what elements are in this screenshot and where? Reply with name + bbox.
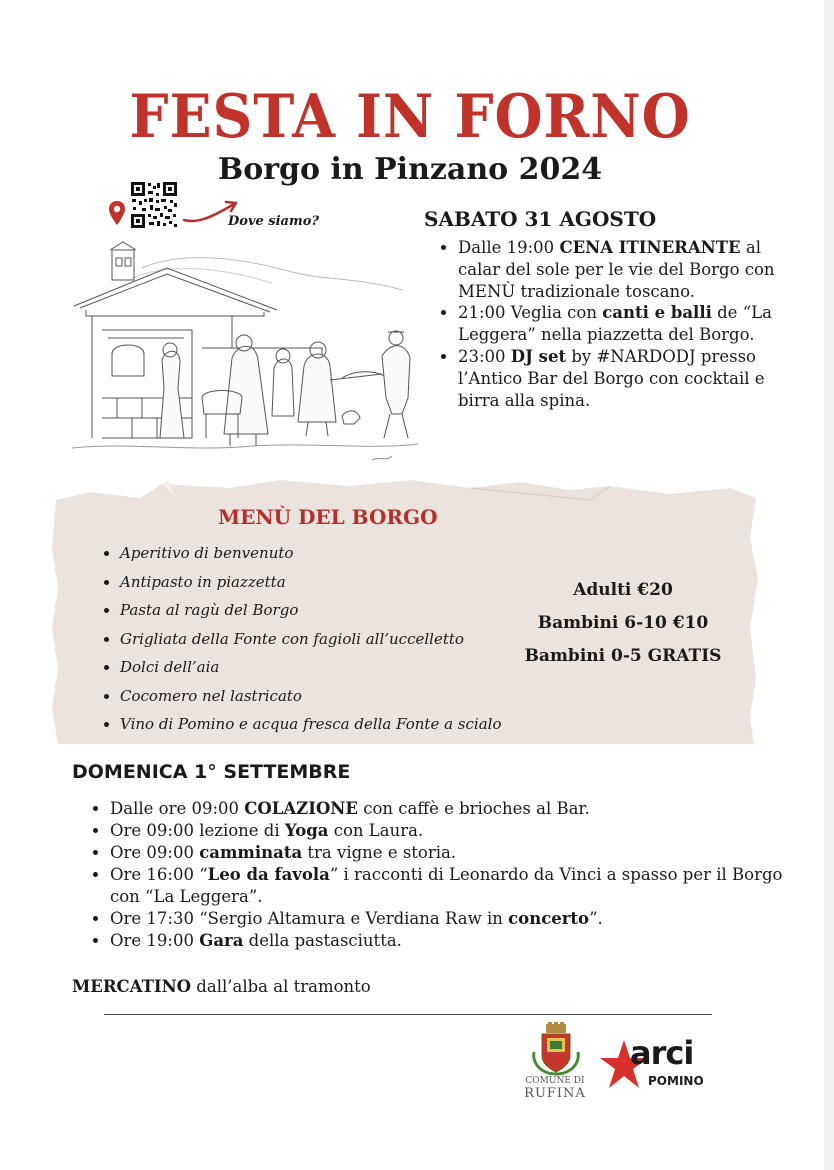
- saturday-program-item-text: 21:00 Veglia con: [458, 303, 603, 323]
- menu-item: • Pasta al ragù del Borgo: [120, 596, 580, 625]
- sunday-program-item: [110, 864, 810, 908]
- page-edge: [824, 0, 834, 1170]
- saturday-program-item-text: DJ set: [510, 346, 567, 366]
- market-label: MERCATINO: [72, 977, 192, 996]
- sunday-program-item-text: tra vigne e storia.: [302, 843, 457, 862]
- sunday-program-item-text: Yoga: [284, 821, 329, 840]
- sunday-heading: DOMENICA 1° SETTEMBRE: [72, 761, 351, 783]
- menu-heading: MENÙ DEL BORGO: [218, 505, 438, 529]
- comune-rufina-label: [520, 1076, 590, 1101]
- market-hours: dall’alba al tramonto: [191, 977, 371, 996]
- saturday-program-item-text: al calar del sole per le vie del Borgo con MENÙ tradizionale toscano.: [458, 238, 775, 301]
- menu-item: • Vino di Pomino e acqua fresca della Fonte a scialo: [120, 710, 580, 739]
- arci-logo-text: arci: [630, 1034, 694, 1072]
- where-are-we-link[interactable]: Dove siamo?: [228, 214, 320, 229]
- saturday-heading: SABATO 31 AGOSTO: [424, 207, 657, 231]
- price-children-0-5: Bambini 0-5 GRATIS: [524, 646, 722, 666]
- sunday-program-item-text: Ore 09:00: [110, 843, 200, 862]
- map-pin-icon: [108, 200, 126, 226]
- sunday-program-item-text: Leo da favola: [207, 865, 330, 884]
- saturday-program-item-text: Dalle 19:00: [458, 238, 560, 257]
- sunday-program-item-text: concerto: [508, 909, 590, 928]
- sunday-program-item-text: Ore 17:30 “Sergio Altamura e Verdiana Raw in: [110, 909, 509, 928]
- saturday-program-list: [432, 237, 788, 411]
- sunday-program-item-text: Dalle ore 09:00: [110, 799, 245, 818]
- sunday-program-item-text: Ore 09:00 lezione di: [110, 821, 285, 840]
- sunday-program-item-text: ” i racconti di Leonardo da Vinci a spasso per il Borgo con “La Leggera”.: [110, 865, 783, 906]
- menu-item: • Aperitivo di benvenuto: [120, 539, 580, 568]
- sunday-program-item: [110, 842, 810, 864]
- page-subtitle: Borgo in Pinzano 2024: [217, 152, 603, 187]
- pomino-logo-text: POMINO: [648, 1074, 704, 1088]
- price-children-6-10: Bambini 6-10 €10: [537, 613, 709, 633]
- sunday-program-item: [110, 798, 810, 820]
- comune-label-line1: COMUNE DI: [525, 1076, 585, 1086]
- saturday-program-item: [458, 237, 788, 302]
- comune-label-line2: RUFINA: [524, 1086, 586, 1101]
- menu-item: • Grigliata della Fonte con fagioli all’uccelletto: [120, 625, 580, 654]
- sunday-program-item-text: Gara: [199, 931, 244, 950]
- sunday-program-item-text: con caffè e brioches al Bar.: [357, 799, 590, 818]
- sunday-program-item-text: Ore 19:00: [110, 931, 200, 950]
- saturday-program-item-text: canti e balli: [602, 303, 712, 323]
- menu-item: • Antipasto in piazzetta: [120, 568, 580, 597]
- sunday-program-item-text: con Laura.: [328, 821, 424, 840]
- menu-item: • Cocomero nel lastricato: [120, 682, 580, 711]
- sunday-program-item-text: Ore 16:00 “: [110, 865, 208, 884]
- saturday-program-item: [458, 346, 788, 411]
- sunday-program-item-text: ”.: [589, 909, 603, 928]
- menu-item: • Dolci dell’aia: [120, 653, 580, 682]
- saturday-program-item-text: de “La Leggera” nella piazzetta del Borgo.: [458, 303, 772, 345]
- sunday-program-item: [110, 820, 810, 842]
- sunday-program-item-text: della pastasciutta.: [243, 931, 402, 950]
- saturday-program-item-text: by #NARDODJ presso l’Antico Bar del Borgo con cocktail e birra alla spina.: [458, 346, 765, 410]
- sunday-program-list: [84, 798, 810, 952]
- saturday-program-item: [458, 302, 788, 346]
- sunday-program-item-text: camminata: [199, 843, 303, 862]
- market-note: [72, 977, 371, 996]
- saturday-program-item-text: CENA ITINERANTE: [559, 238, 741, 257]
- sunday-program-item: [110, 930, 810, 952]
- saturday-program-item-text: 23:00: [458, 346, 511, 366]
- price-list: [504, 574, 742, 673]
- sunday-program-item-text: COLAZIONE: [244, 799, 358, 818]
- oven-sketch-illustration: [72, 238, 422, 470]
- page-title: FESTA IN FORNO: [129, 82, 691, 152]
- divider: [104, 1014, 712, 1015]
- qr-code-icon[interactable]: [130, 181, 178, 229]
- price-adults: Adulti €20: [573, 580, 673, 600]
- sunday-program-item: [110, 908, 810, 930]
